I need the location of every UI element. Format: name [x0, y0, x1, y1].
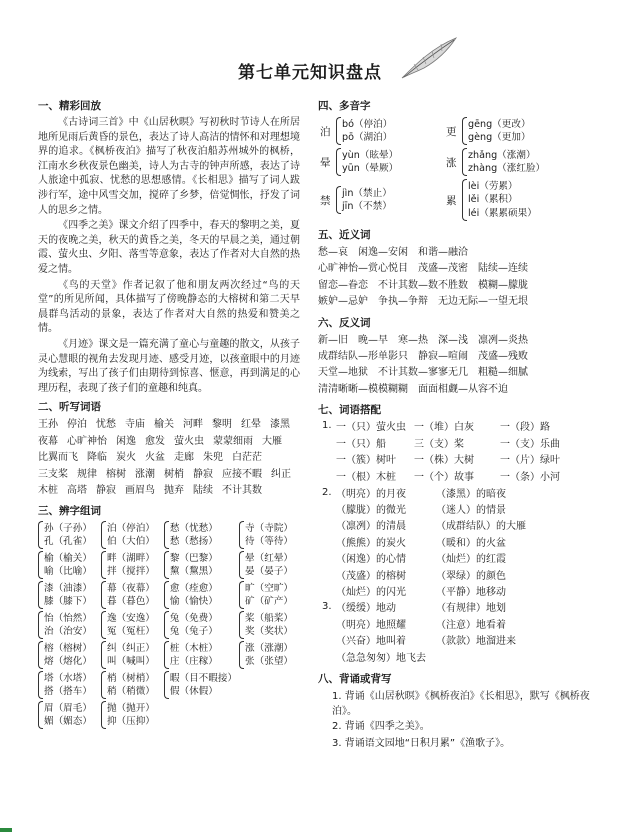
char-pair: [101, 521, 162, 549]
collocation-item: （灿烂）的红霞: [436, 554, 506, 566]
polyphone-grid: [320, 117, 594, 221]
dictation-word: 静寂: [193, 468, 213, 480]
reading: yūn（晕厥）: [342, 163, 399, 174]
collocation-item: 三（支）桨: [414, 438, 464, 450]
collocation-item: （凛冽）的清晨: [336, 521, 406, 533]
char-pair: [101, 671, 162, 699]
reading: bó（停泊）: [342, 118, 393, 130]
antonym-line: 清清晰晰—模模糊糊 面面相觑—从容不迫: [318, 383, 508, 395]
antonym-line: 成群结队—形单影只 静寂—喧闹 茂盛—残败: [318, 351, 528, 363]
char-pair: [239, 521, 300, 549]
section7-heading: 七、词语搭配: [318, 404, 381, 417]
char-pair: [239, 551, 300, 579]
dictation-word: 树梢: [164, 468, 184, 480]
char-pair-grid: [38, 521, 300, 729]
page-corner-mark: [0, 828, 12, 832]
reading: léi（累累硕果）: [468, 207, 537, 219]
collocation-item: 一（条）小河: [500, 472, 560, 484]
dictation-word: 抛弃: [164, 484, 184, 496]
char-pair: [101, 581, 162, 609]
char-word: 暮（暮色）: [106, 596, 155, 608]
reading: zhǎng（涨潮）: [468, 149, 536, 161]
synonym-line: 留恋—眷恋 不计其数—数不胜数 模糊—朦胧: [318, 279, 528, 291]
char-word: 桩（木桩）: [169, 642, 218, 654]
char-pair: [38, 671, 99, 699]
reading: gèng（更加）: [468, 132, 531, 143]
char-word: 稍（稍微）: [106, 686, 155, 698]
char-word: 张（张望）: [245, 656, 294, 668]
char-pair: [101, 701, 162, 729]
collocation-item: 一（片）绿叶: [500, 455, 560, 467]
review-paragraph-1: 《古诗词三首》中《山居秋暝》写初秋时节诗人在所居地所见雨后黄昏的景色，表达了诗人高洁的情怀和对理想境界的追求。《枫桥夜泊》描写了秋夜泊船苏州城外的枫桥，江南水乡秋夜景色幽美，诗人为古寺的钟声所感，表达了诗人旅途中孤寂、忧愁的思想感情。《长相思》描写了词人跋涉行军，途中风雪交加，搅碎了乡梦，倍觉惆怅，抒发了词人的思乡之情。: [38, 117, 300, 216]
collocation-item: 一（只）萤火虫: [336, 422, 406, 434]
char-pair: [239, 581, 300, 609]
char-word: 旷（空旷）: [245, 582, 294, 594]
review-paragraph-2: 《四季之美》课文介绍了四季中，春天的黎明之美，夏天的夜晚之美，秋天的黄昏之美，冬天的早晨之美，通过朝霞、萤火虫、夕阳、落雪等意象，表达了作者对大自然的热爱之情。: [38, 220, 300, 275]
right-column: [318, 96, 594, 752]
char-word: 黎（巴黎）: [169, 552, 218, 564]
collocation-item: 一（根）木桩: [336, 472, 396, 484]
polyphone-char: 更: [446, 125, 457, 138]
dictation-word: 比翼而飞: [38, 452, 78, 464]
char-pair: [101, 641, 162, 669]
section4-heading: 四、多音字: [318, 100, 371, 112]
dictation-word: 大雁: [262, 435, 282, 447]
reading: zhàng（涨红脸）: [468, 163, 546, 174]
char-word: 愁（忧愁）: [169, 522, 218, 534]
char-word: 塔（水塔）: [44, 672, 92, 684]
dictation-word: 静寂: [96, 484, 116, 496]
char-pair: [38, 551, 99, 579]
dictation-word: 榕树: [106, 468, 126, 480]
char-word: 涨（涨潮）: [245, 642, 294, 654]
collocation-item: [436, 651, 516, 667]
dictation-word: 忧愁: [96, 419, 116, 431]
char-word: 寺（寺院）: [245, 522, 294, 534]
polyphone-readings: [462, 179, 594, 221]
dictation-word: 夜幕: [38, 435, 58, 447]
dictation-word: 画眉鸟: [125, 484, 155, 496]
dictation-word: 心旷神怡: [67, 435, 107, 447]
char-word: 抛（抛开）: [106, 702, 155, 714]
collocation-item: （平静）地移动: [436, 587, 506, 599]
collocation-item: （兴奋）地叫着: [336, 636, 406, 648]
char-word: 愁（愁扬）: [169, 536, 218, 548]
collocation-item: （朦胧）的微光: [336, 505, 406, 517]
dictation-word: 涨潮: [135, 468, 155, 480]
char-word: 待（等待）: [245, 536, 294, 548]
reading: pō（湖泊）: [342, 132, 393, 143]
dictation-word: 木桩: [38, 484, 58, 496]
polyphone-char: 晕: [320, 156, 331, 169]
collocation-item: （迷人）的情景: [436, 505, 506, 517]
reading: lèi（劳累）: [468, 180, 518, 192]
dictation-word: 应接不暇: [222, 468, 262, 480]
polyphone-readings: [336, 148, 446, 176]
char-word: 怡（怡然）: [44, 612, 92, 624]
collocation-item: （急急匆匆）地飞去: [336, 652, 426, 664]
dictation-word: 寺庙: [125, 419, 145, 431]
dictation-word: 陆续: [193, 484, 213, 496]
char-word: 晏（晏子）: [245, 566, 294, 578]
char-word: 愈（痊愈）: [169, 582, 218, 594]
section3-heading: 三、辨字组词: [38, 505, 101, 518]
section6-heading: 六、反义词: [318, 316, 371, 329]
dictation-word: 三支桨: [38, 468, 68, 480]
collocation-item: 一（只）船: [336, 438, 386, 450]
collocation-item: （明亮）的月夜: [336, 488, 406, 500]
char-word: 晕（红晕）: [245, 552, 294, 564]
char-pair: [101, 611, 162, 639]
adverb-verb-grid: [336, 601, 516, 667]
synonym-line: 心旷神怡—赏心悦目 茂盛—茂密 陆续—连续: [318, 263, 528, 275]
dictation-word: 纠正: [271, 468, 291, 480]
polyphone-char: 涨: [446, 156, 457, 169]
dictation-word: 炭火: [116, 452, 136, 464]
dictation-word: 白茫茫: [232, 452, 262, 464]
char-word: 榕（榕树）: [44, 642, 92, 654]
reading: jīn（不禁）: [342, 201, 392, 212]
char-word: 治（治安）: [44, 626, 92, 638]
char-word: 榆（榆关）: [44, 552, 92, 564]
measure-word-grid: [336, 420, 560, 486]
collocation-item: 一（株）大树: [414, 455, 474, 467]
reading: yùn（眩晕）: [342, 149, 399, 161]
char-word: 桨（船桨）: [245, 612, 294, 624]
antonym-line: 天堂—地狱 不计其数—寥寥无几 粗糙—细腻: [318, 367, 528, 379]
char-pair: [38, 641, 99, 669]
recite-item: 1. 背诵《山居秋暝》《枫桥夜泊》《长相思》，默写《枫桥夜泊》。: [332, 691, 590, 718]
char-pair: [164, 671, 237, 699]
section2-heading: 二、听写词语: [38, 401, 101, 414]
section5-heading: 五、近义词: [318, 229, 371, 241]
dictation-word: 愈发: [145, 435, 165, 447]
group-number: 3.: [322, 601, 332, 613]
char-word: 暇（目不暇接）: [169, 672, 238, 684]
dictation-word: 闲逸: [116, 435, 136, 447]
group-number: 2.: [322, 486, 332, 498]
char-pair: [164, 551, 237, 579]
dictation-word: 蒙蒙细雨: [213, 435, 253, 447]
char-word: 孙（子孙）: [44, 522, 92, 534]
dictation-word: 红晕: [241, 419, 261, 431]
polyphone-readings: [462, 117, 594, 145]
char-pair: [239, 611, 300, 639]
char-pair: [101, 551, 162, 579]
synonym-line: 嫉妒—忌妒 争执—争辩 无边无际—一望无垠: [318, 296, 528, 308]
recite-item: 2. 背诵《四季之美》。: [332, 721, 430, 733]
char-word: 奖（奖状）: [245, 626, 294, 638]
dictation-word: 不计其数: [222, 484, 262, 496]
char-word: 冤（冤枉）: [106, 626, 155, 638]
polyphone-readings: [462, 148, 594, 176]
dictation-word: 走廊: [174, 452, 194, 464]
dictation-word: 漆黑: [270, 419, 290, 431]
char-pair: [239, 671, 300, 699]
char-word: 熔（熔化）: [44, 656, 92, 668]
collocation-group-3: [318, 601, 594, 667]
char-pair: [239, 701, 300, 729]
recite-item: 3. 背诵语文园地“日积月累”《渔歌子》。: [332, 737, 511, 749]
char-pair: [38, 701, 99, 729]
char-pair: [164, 581, 237, 609]
char-word: 假（休假）: [169, 686, 218, 698]
review-paragraph-4: 《月迹》课文是一篇充满了童心与童趣的散文，从孩子灵心慧眼的视角去发现月迹、感受月迹，以孩童眼中的月迹为线索，写出了孩子们由期待到惊喜、惬意，再到满足的心理历程，表现了孩子们的童趣和纯真。: [38, 338, 300, 394]
reading: gēng（更改）: [468, 118, 531, 130]
collocation-item: （暖和）的火盆: [436, 537, 506, 549]
char-word: 愉（愉快）: [169, 596, 218, 608]
char-word: 伯（大伯）: [106, 536, 155, 548]
collocation-item: （闲逸）的心情: [336, 554, 406, 566]
collocation-group-1: [318, 420, 594, 486]
char-word: 媚（媚态）: [44, 716, 92, 728]
collocation-item: 一（簇）树叶: [336, 455, 396, 467]
char-word: 搭（搭车）: [44, 686, 92, 698]
dictation-word: 停泊: [67, 419, 87, 431]
char-word: 喻（比喻）: [44, 566, 92, 578]
char-word: 梢（树梢）: [106, 672, 155, 684]
collocation-item: 一（段）路: [500, 422, 550, 434]
collocation-item: （熊熊）的炭火: [336, 537, 406, 549]
review-paragraph-3: 《鸟的天堂》作者记叙了他和朋友两次经过“鸟的天堂”的所见所闻，具体描写了傍晚静态的大榕树和第二天早晨群鸟活动的景象，表达了作者对大自然的热爱和赞美之情。: [38, 279, 300, 335]
polyphone-char: 泊: [320, 125, 331, 138]
dictation-word: 规律: [77, 468, 97, 480]
char-pair: [164, 611, 237, 639]
dictation-word: 降临: [87, 452, 107, 464]
left-column: [38, 96, 300, 729]
char-word: 膝（膝下）: [44, 596, 92, 608]
char-word: 兔（兔子）: [169, 626, 218, 638]
char-word: 孔（孔雀）: [44, 536, 92, 548]
section1-heading: 一、精彩回放: [38, 100, 101, 112]
char-word: 泊（停泊）: [106, 522, 155, 534]
char-word: 畔（湖畔）: [106, 552, 155, 564]
polyphone-char: 禁: [320, 194, 331, 207]
collocation-item: 一（支）乐曲: [500, 438, 560, 450]
collocation-group-2: [318, 487, 594, 602]
char-pair: [239, 641, 300, 669]
collocation-item: （明亮）地照耀: [336, 619, 406, 631]
collocation-item: （茂盛）的榕树: [336, 570, 406, 582]
char-pair: [164, 701, 237, 729]
collocation-item: 一（堆）白灰: [414, 422, 474, 434]
char-word: 抑（压抑）: [106, 716, 155, 728]
reading: jìn（禁止）: [342, 187, 392, 199]
char-pair: [38, 521, 99, 549]
char-pair: [164, 521, 237, 549]
char-word: 漆（油漆）: [44, 582, 92, 594]
dictation-word: 榆关: [154, 419, 174, 431]
collocation-item: （款款）地溜进来: [436, 636, 516, 648]
char-word: 拌（搅拌）: [106, 566, 155, 578]
dictation-word: 高塔: [67, 484, 87, 496]
page-title: 第七单元知识盘点: [238, 63, 382, 83]
synonym-line: 愁—哀 闲逸—安闲 和谐—融洽: [318, 247, 468, 258]
collocation-item: （有规律）地划: [436, 603, 506, 615]
collocation-item: （灿烂）的闪光: [336, 587, 406, 599]
collocation-item: 一（个）故事: [414, 472, 474, 484]
collocation-item: （注意）地看着: [436, 619, 506, 631]
char-word: 庄（庄稼）: [169, 656, 218, 668]
dictation-word: 朱兜: [203, 452, 223, 464]
char-word: 纠（纠正）: [106, 642, 155, 654]
dictation-word: 黎明: [212, 419, 232, 431]
collocation-item: （缓缓）地动: [336, 603, 396, 615]
polyphone-readings: [336, 186, 446, 214]
char-word: 逸（安逸）: [106, 612, 155, 624]
dictation-word-list: [38, 417, 300, 499]
char-word: 矿（矿产）: [245, 596, 294, 608]
char-word: 眉（眉毛）: [44, 702, 92, 714]
char-word: 黧（黧黑）: [169, 566, 218, 578]
char-pair: [38, 581, 99, 609]
char-pair: [38, 611, 99, 639]
group-number: 1.: [322, 420, 332, 432]
collocation-item: （翠绿）的颜色: [436, 570, 506, 582]
adjective-noun-grid: [336, 487, 526, 602]
section8-heading: 八、背诵或背写: [318, 673, 392, 686]
char-word: 幕（夜幕）: [106, 582, 155, 594]
reading: lěi（累积）: [468, 194, 518, 206]
collocation-item: （漆黑）的暗夜: [436, 488, 506, 500]
char-pair: [164, 641, 237, 669]
dictation-word: 河畔: [183, 419, 203, 431]
feather-icon: [398, 34, 460, 82]
dictation-word: 萤火虫: [174, 435, 204, 447]
char-word: 叫（喊叫）: [106, 656, 155, 668]
dictation-word: 王孙: [38, 419, 58, 431]
char-word: 兔（免费）: [169, 612, 218, 624]
polyphone-char: 累: [446, 194, 457, 207]
collocation-item: （成群结队）的大雁: [436, 521, 526, 533]
antonym-line: 新—旧 晚—早 寒—热 深—浅 凛冽—炎热: [318, 334, 528, 346]
polyphone-readings: [336, 117, 446, 145]
dictation-word: 火盆: [145, 452, 165, 464]
